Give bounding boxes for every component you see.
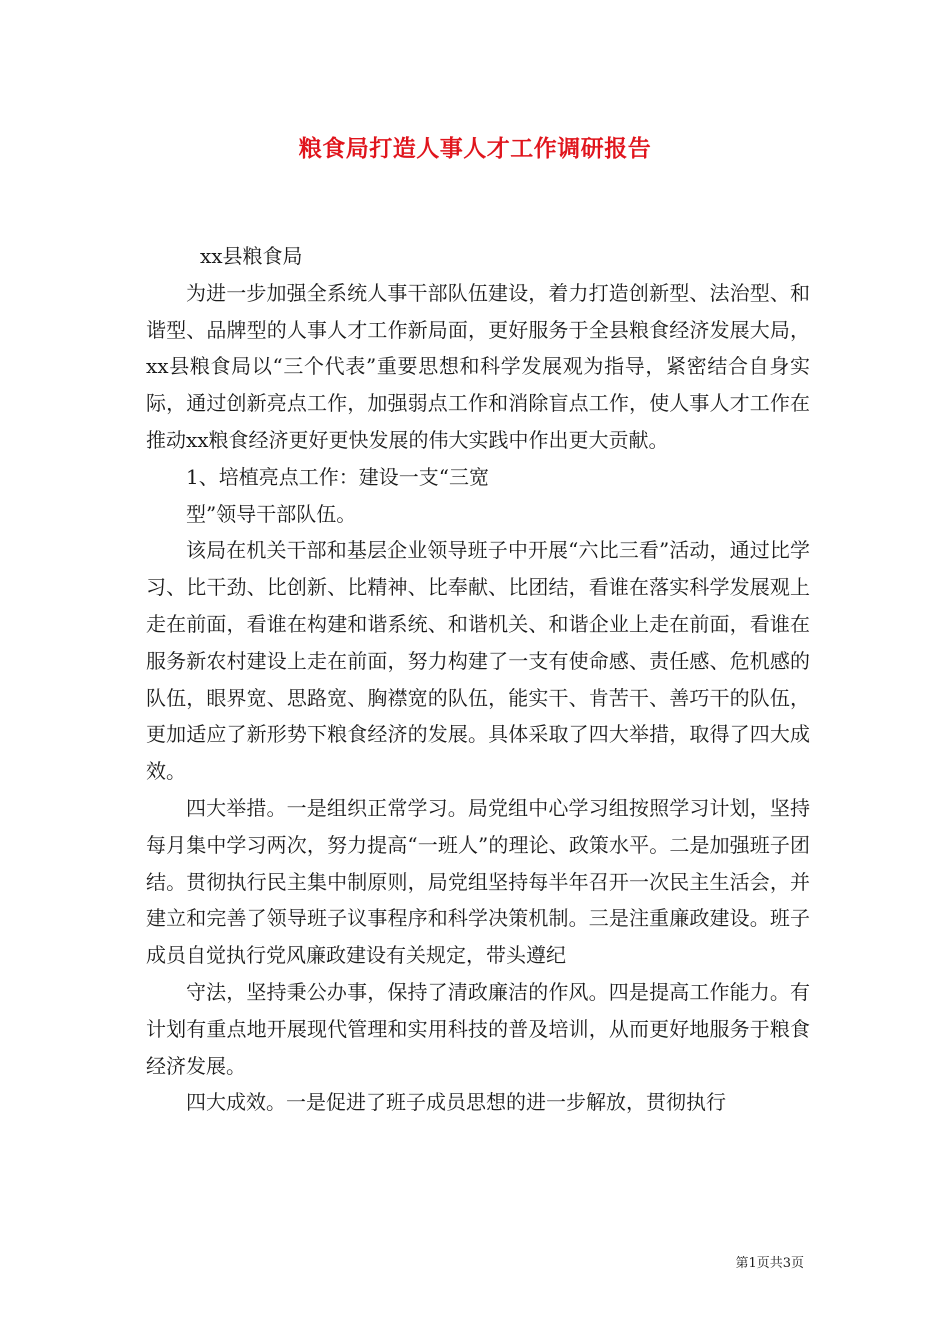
section-heading-1: 1、培植亮点工作：建设一支“三宽 <box>186 464 489 489</box>
paragraph-four-results: 四大成效。一是促进了班子成员思想的进一步解放，贯彻执行 <box>186 1090 726 1115</box>
page-number: 第1页共3页 <box>735 1256 804 1271</box>
section-heading-1-continued: 型”领导干部队伍。 <box>186 501 357 526</box>
author-line: xx县粮食局 <box>200 244 303 268</box>
paragraph-intro: 为进一步加强全系统人事干部队伍建设，着力打造创新型、法治型、和谐型、品牌型的人事人才工作新局面，更好服务于全县粮食经济发展大局，xx县粮食局以“三个代表”重要思想和科学发展观为指导，紧密结合自身实际，通过创新亮点工作，加强弱点工作和消除盲点工作，使人事人才工作在推动xx粮食经济更好更快发展的伟大实践中作出更大贡献。 <box>146 280 810 452</box>
document-body <box>146 238 810 1121</box>
paragraph-activities: 该局在机关干部和基层企业领导班子中开展“六比三看”活动，通过比学习、比干劲、比创新、比精神、比奉献、比团结，看谁在落实科学发展观上走在前面，看谁在构建和谐系统、和谐机关、和谐企业上走在前面，看谁在服务新农村建设上走在前面，努力构建了一支有使命感、责任感、危机感的队伍，眼界宽、思路宽、胸襟宽的队伍，能实干、肯苦干、善巧干的队伍，更加适应了新形势下粮食经济的发展。具体采取了四大举措，取得了四大成效。 <box>146 538 810 784</box>
paragraph-four-measures: 四大举措。一是组织正常学习。局党组中心学习组按照学习计划，坚持每月集中学习两次，努力提高“一班人”的理论、政策水平。二是加强班子团结。贯彻执行民主集中制原则，局党组坚持每半年召开一次民主生活会，并建立和完善了领导班子议事程序和科学决策机制。三是注重廉政建设。班子成员自觉执行党风廉政建设有关规定，带头遵纪 <box>146 795 810 968</box>
document-title: 粮食局打造人事人才工作调研报告 <box>298 135 652 162</box>
paragraph-four-measures-continued: 守法，坚持秉公办事，保持了清政廉洁的作风。四是提高工作能力。有计划有重点地开展现代管理和实用科技的普及培训，从而更好地服务于粮食经济发展。 <box>146 979 810 1078</box>
